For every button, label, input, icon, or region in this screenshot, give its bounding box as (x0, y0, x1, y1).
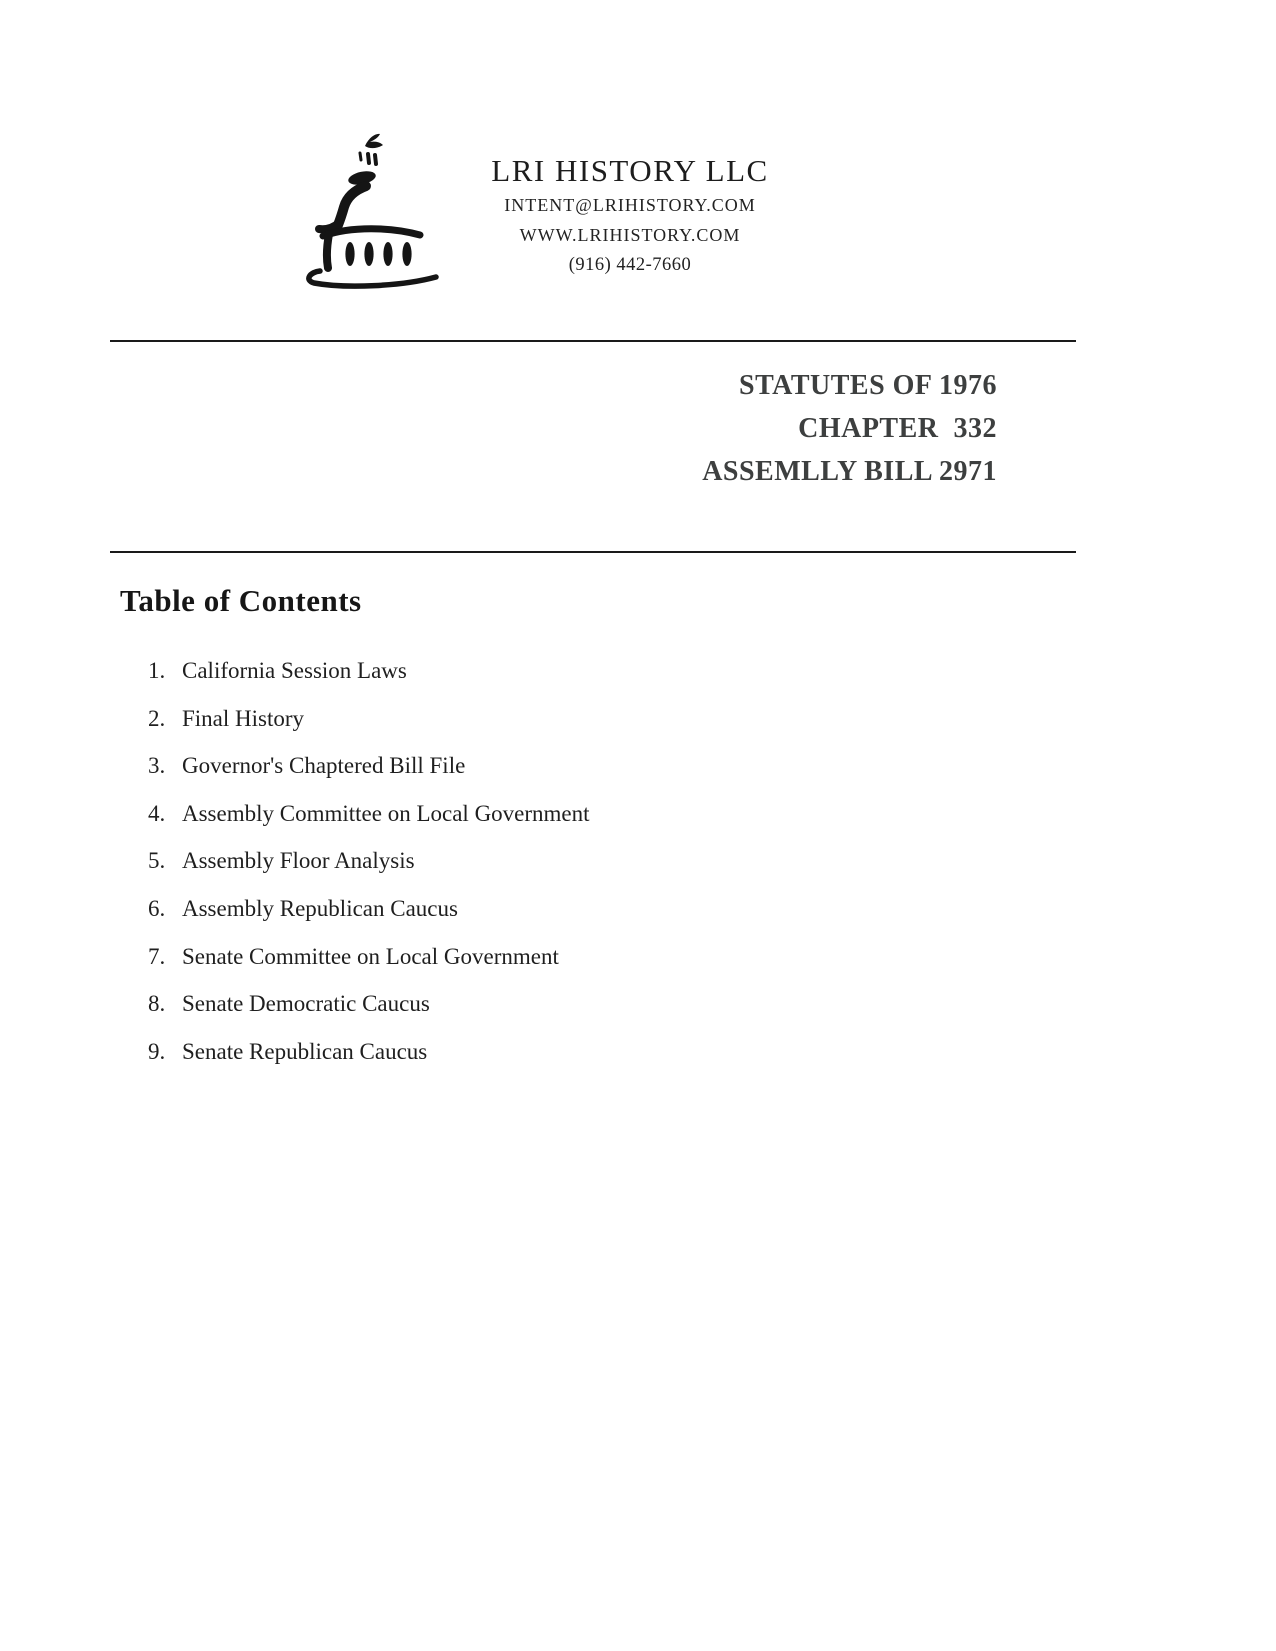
toc-item (148, 801, 590, 849)
toc-item-label: Senate Committee on Local Government (182, 943, 559, 969)
toc-item-label: California Session Laws (182, 658, 407, 683)
toc-item-number: 8. (148, 991, 166, 1017)
toc-item-label: Senate Republican Caucus (182, 1038, 428, 1064)
company-phone: (916) 442-7660 (568, 255, 692, 275)
toc-item (148, 706, 590, 754)
toc-item (148, 1039, 590, 1087)
toc-item-label: Final History (182, 705, 305, 731)
company-header (430, 152, 830, 280)
toc-item-label: Governor's Chaptered Bill File (182, 753, 466, 779)
capitol-dome-logo (298, 130, 450, 290)
toc-item-number: 6. (148, 895, 166, 921)
toc-list (148, 658, 590, 1086)
toc-item (148, 944, 590, 992)
toc-item-number: 1. (148, 658, 166, 683)
assembly-bill-line: ASSEMLLY BILL 2971 (702, 456, 997, 487)
toc-item (148, 991, 590, 1039)
divider-bottom (110, 551, 1076, 553)
capitol-dome-icon (298, 130, 450, 290)
toc-item-number: 7. (148, 943, 166, 969)
toc-item-number: 5. (148, 848, 166, 874)
toc-heading: Table of Contents (120, 583, 362, 618)
company-website: WWW.LRIHISTORY.COM (519, 225, 741, 245)
statutes-year-line: STATUTES OF 1976 (739, 370, 997, 401)
divider-top (110, 340, 1076, 342)
toc-item-label: Assembly Floor Analysis (182, 848, 415, 874)
toc-item-number: 9. (148, 1038, 166, 1064)
toc-item-label: Senate Democratic Caucus (182, 991, 430, 1017)
toc-item (148, 658, 590, 706)
toc-item-number: 4. (148, 800, 166, 826)
toc-item (148, 848, 590, 896)
toc-item-label: Assembly Republican Caucus (182, 895, 458, 921)
chapter-line: CHAPTER 332 (798, 413, 997, 444)
company-email: INTENT@LRIHISTORY.COM (504, 195, 756, 215)
toc-item (148, 896, 590, 944)
toc-item-number: 2. (148, 705, 166, 731)
toc-item-number: 3. (148, 753, 166, 779)
toc-item (148, 753, 590, 801)
toc-item-label: Assembly Committee on Local Government (182, 800, 590, 826)
statute-title-block (702, 364, 997, 493)
company-name: LRI HISTORY LLC (491, 153, 769, 188)
